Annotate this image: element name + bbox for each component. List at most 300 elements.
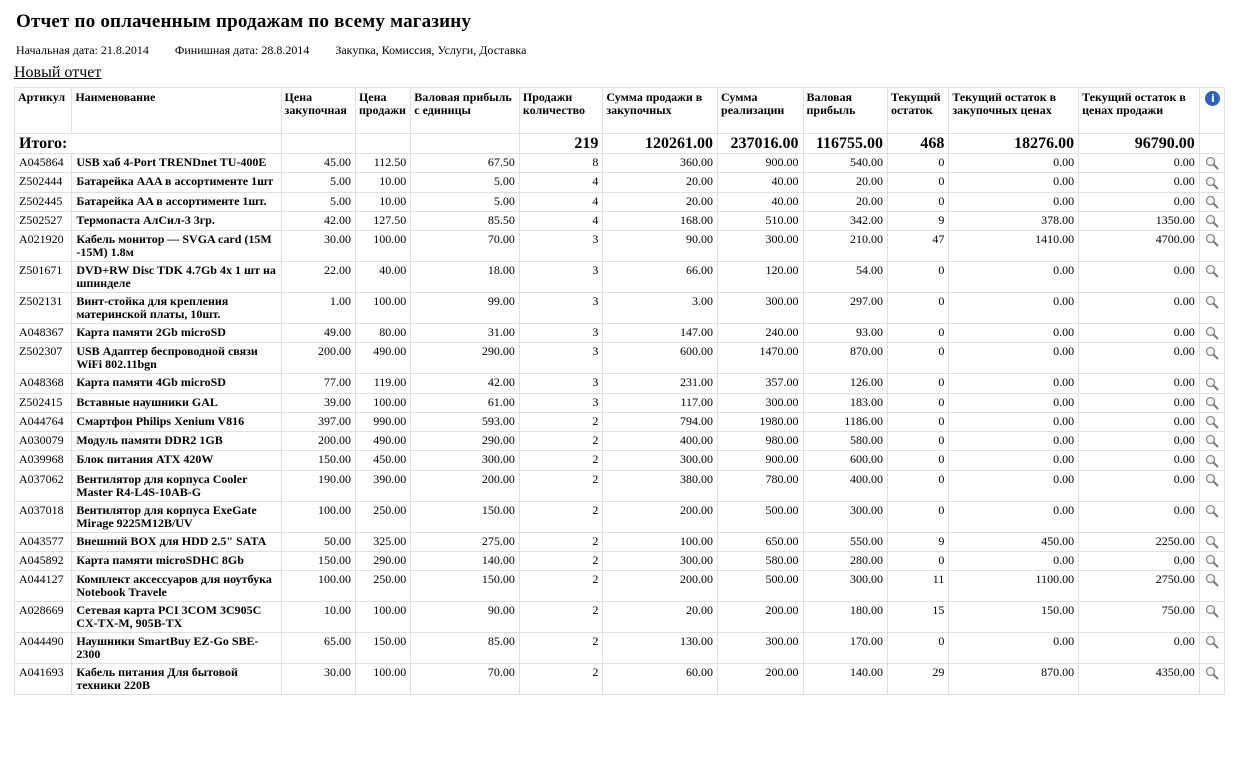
article-cell: A045892 — [15, 551, 72, 570]
totals-row — [15, 134, 1225, 154]
value-cell: 70.00 — [411, 664, 520, 695]
article-cell: Z502445 — [15, 192, 72, 211]
value-cell: 50.00 — [281, 532, 355, 551]
value-cell: 4 — [519, 173, 602, 192]
value-cell: 490.00 — [355, 432, 410, 451]
value-cell: 0 — [887, 633, 948, 664]
product-name-cell: Блок питания ATX 420W — [72, 451, 281, 470]
product-name-cell: Батарейка AAA в ассортименте 1шт — [72, 173, 281, 192]
total-sum-sales: 237016.00 — [718, 134, 803, 154]
value-cell: 380.00 — [603, 470, 718, 501]
article-cell: Z502444 — [15, 173, 72, 192]
value-cell: 3 — [519, 231, 602, 262]
product-name-cell: Термопаста АлСил-3 3гр. — [72, 211, 281, 230]
value-cell: 0.00 — [949, 324, 1079, 343]
article-cell: Z502307 — [15, 343, 72, 374]
value-cell: 0.00 — [949, 173, 1079, 192]
column-header: Текущий остаток — [887, 88, 948, 134]
end-date: Финишная дата: 28.8.2014 — [174, 43, 310, 57]
product-name-cell: Карта памяти microSDHC 8Gb — [72, 551, 281, 570]
value-cell: 290.00 — [355, 551, 410, 570]
table-row — [15, 324, 1225, 343]
value-cell: 150.00 — [411, 571, 520, 602]
value-cell: 85.00 — [411, 633, 520, 664]
table-row — [15, 551, 1225, 570]
value-cell: 150.00 — [411, 501, 520, 532]
report-meta — [16, 43, 1238, 58]
value-cell: 300.00 — [718, 633, 803, 664]
value-cell: 93.00 — [803, 324, 887, 343]
value-cell: 3 — [519, 324, 602, 343]
article-cell: Z502527 — [15, 211, 72, 230]
value-cell: 0 — [887, 192, 948, 211]
value-cell: 18.00 — [411, 262, 520, 293]
value-cell: 0.00 — [949, 470, 1079, 501]
value-cell: 120.00 — [718, 262, 803, 293]
magnifier-icon[interactable] — [1205, 176, 1219, 190]
value-cell: 0 — [887, 343, 948, 374]
product-name-cell: Модуль памяти DDR2 1GB — [72, 432, 281, 451]
value-cell: 300.00 — [718, 393, 803, 412]
page-title: Отчет по оплаченным продажам по всему магазину — [16, 11, 472, 32]
table-row — [15, 374, 1225, 393]
value-cell: 0.00 — [949, 633, 1079, 664]
value-cell: 0.00 — [1079, 501, 1200, 532]
value-cell: 10.00 — [355, 173, 410, 192]
product-name-cell: Карта памяти 2Gb microSD — [72, 324, 281, 343]
value-cell: 1470.00 — [718, 343, 803, 374]
magnifier-icon[interactable] — [1205, 156, 1219, 170]
value-cell: 250.00 — [355, 571, 410, 602]
table-row — [15, 154, 1225, 173]
value-cell: 2750.00 — [1079, 571, 1200, 602]
table-row — [15, 211, 1225, 230]
value-cell: 2 — [519, 551, 602, 570]
value-cell: 5.00 — [281, 192, 355, 211]
product-name-cell: Комплект аксессуаров для ноутбука Notebook Travele — [72, 571, 281, 602]
value-cell: 117.00 — [603, 393, 718, 412]
value-cell: 0.00 — [949, 551, 1079, 570]
value-cell: 60.00 — [603, 664, 718, 695]
article-cell: A037062 — [15, 470, 72, 501]
value-cell: 980.00 — [718, 432, 803, 451]
column-header: Цена продажи — [355, 88, 410, 134]
value-cell: 0.00 — [949, 501, 1079, 532]
value-cell: 47 — [887, 231, 948, 262]
value-cell: 0.00 — [1079, 374, 1200, 393]
value-cell: 100.00 — [355, 602, 410, 633]
value-cell: 80.00 — [355, 324, 410, 343]
value-cell: 540.00 — [803, 154, 887, 173]
value-cell: 0.00 — [1079, 432, 1200, 451]
value-cell: 0 — [887, 293, 948, 324]
table-row — [15, 571, 1225, 602]
value-cell: 300.00 — [803, 501, 887, 532]
value-cell: 150.00 — [281, 451, 355, 470]
value-cell: 1186.00 — [803, 412, 887, 431]
column-header: Валовая прибыль с единицы — [411, 88, 520, 134]
value-cell: 490.00 — [355, 343, 410, 374]
column-header: Артикул — [15, 88, 72, 134]
value-cell: 183.00 — [803, 393, 887, 412]
value-cell: 300.00 — [718, 231, 803, 262]
value-cell: 580.00 — [803, 432, 887, 451]
value-cell: 20.00 — [603, 173, 718, 192]
value-cell: 180.00 — [803, 602, 887, 633]
column-header: Продажи количество — [519, 88, 602, 134]
value-cell: 147.00 — [603, 324, 718, 343]
value-cell: 20.00 — [603, 602, 718, 633]
column-header: Цена закупочная — [281, 88, 355, 134]
value-cell: 66.00 — [603, 262, 718, 293]
value-cell: 100.00 — [603, 532, 718, 551]
product-name-cell: Вставные наушники GAL — [72, 393, 281, 412]
value-cell: 0.00 — [949, 154, 1079, 173]
magnifier-icon[interactable] — [1205, 396, 1219, 410]
table-row — [15, 432, 1225, 451]
table-row — [15, 501, 1225, 532]
value-cell: 22.00 — [281, 262, 355, 293]
column-header: Текущий остаток в ценах продажи — [1079, 88, 1200, 134]
value-cell: 20.00 — [803, 173, 887, 192]
value-cell: 70.00 — [411, 231, 520, 262]
value-cell: 10.00 — [355, 192, 410, 211]
value-cell: 200.00 — [603, 571, 718, 602]
table-row — [15, 664, 1225, 695]
table-row — [15, 393, 1225, 412]
value-cell: 29 — [887, 664, 948, 695]
value-cell: 140.00 — [411, 551, 520, 570]
column-header: Сумма реализации — [718, 88, 803, 134]
magnifier-icon[interactable] — [1205, 434, 1219, 448]
value-cell: 140.00 — [803, 664, 887, 695]
magnifier-icon[interactable] — [1205, 415, 1219, 429]
value-cell: 40.00 — [718, 173, 803, 192]
value-cell: 500.00 — [718, 501, 803, 532]
value-cell: 42.00 — [281, 211, 355, 230]
value-cell: 190.00 — [281, 470, 355, 501]
value-cell: 0.00 — [1079, 393, 1200, 412]
article-cell: A041693 — [15, 664, 72, 695]
magnifier-icon[interactable] — [1205, 326, 1219, 340]
value-cell: 2 — [519, 664, 602, 695]
value-cell: 593.00 — [411, 412, 520, 431]
value-cell: 0.00 — [1079, 412, 1200, 431]
value-cell: 100.00 — [355, 293, 410, 324]
article-cell: A044490 — [15, 633, 72, 664]
article-cell: Z502415 — [15, 393, 72, 412]
product-name-cell: Кабель питания Для бытовой техники 220В — [72, 664, 281, 695]
article-cell: A043577 — [15, 532, 72, 551]
value-cell: 1100.00 — [949, 571, 1079, 602]
value-cell: 900.00 — [718, 451, 803, 470]
column-header: Сумма продажи в закупочных — [603, 88, 718, 134]
value-cell: 100.00 — [355, 231, 410, 262]
value-cell: 0.00 — [1079, 324, 1200, 343]
value-cell: 300.00 — [603, 451, 718, 470]
value-cell: 15 — [887, 602, 948, 633]
total-qty: 219 — [519, 134, 602, 154]
value-cell: 90.00 — [603, 231, 718, 262]
value-cell: 357.00 — [718, 374, 803, 393]
magnifier-icon[interactable] — [1205, 377, 1219, 391]
magnifier-icon[interactable] — [1205, 666, 1219, 680]
value-cell: 0 — [887, 374, 948, 393]
value-cell: 0 — [887, 412, 948, 431]
value-cell: 1.00 — [281, 293, 355, 324]
value-cell: 150.00 — [281, 551, 355, 570]
product-name-cell: Вентилятор для корпуса ExeGate Mirage 9225M12B/UV — [72, 501, 281, 532]
value-cell: 168.00 — [603, 211, 718, 230]
value-cell: 67.50 — [411, 154, 520, 173]
article-cell: A048368 — [15, 374, 72, 393]
table-row — [15, 192, 1225, 211]
table-row — [15, 532, 1225, 551]
product-name-cell: Вентилятор для корпуса Cooler Master R4-L4S-10AB-G — [72, 470, 281, 501]
magnifier-icon[interactable] — [1205, 473, 1219, 487]
value-cell: 11 — [887, 571, 948, 602]
value-cell: 200.00 — [718, 664, 803, 695]
value-cell: 2250.00 — [1079, 532, 1200, 551]
value-cell: 3 — [519, 343, 602, 374]
value-cell: 61.00 — [411, 393, 520, 412]
value-cell: 0.00 — [949, 343, 1079, 374]
magnifier-icon[interactable] — [1205, 454, 1219, 468]
value-cell: 4 — [519, 211, 602, 230]
value-cell: 8 — [519, 154, 602, 173]
value-cell: 2 — [519, 412, 602, 431]
value-cell: 2 — [519, 633, 602, 664]
total-stock-purchase: 18276.00 — [949, 134, 1079, 154]
magnifier-icon[interactable] — [1205, 573, 1219, 587]
value-cell: 0.00 — [949, 451, 1079, 470]
value-cell: 210.00 — [803, 231, 887, 262]
product-name-cell: Смартфон Philips Xenium V816 — [72, 412, 281, 431]
total-stock-sales: 96790.00 — [1079, 134, 1200, 154]
value-cell: 360.00 — [603, 154, 718, 173]
value-cell: 40.00 — [718, 192, 803, 211]
magnifier-icon[interactable] — [1205, 195, 1219, 209]
table-row — [15, 412, 1225, 431]
product-name-cell: Винт-стойка для крепления материнской платы, 10шт. — [72, 293, 281, 324]
value-cell: 450.00 — [355, 451, 410, 470]
value-cell: 0 — [887, 173, 948, 192]
value-cell: 0 — [887, 501, 948, 532]
value-cell: 4350.00 — [1079, 664, 1200, 695]
value-cell: 2 — [519, 470, 602, 501]
value-cell: 5.00 — [411, 192, 520, 211]
value-cell: 130.00 — [603, 633, 718, 664]
value-cell: 3.00 — [603, 293, 718, 324]
value-cell: 240.00 — [718, 324, 803, 343]
value-cell: 297.00 — [803, 293, 887, 324]
value-cell: 5.00 — [411, 173, 520, 192]
value-cell: 1410.00 — [949, 231, 1079, 262]
value-cell: 0.00 — [1079, 154, 1200, 173]
value-cell: 0.00 — [949, 262, 1079, 293]
value-cell: 5.00 — [281, 173, 355, 192]
value-cell: 119.00 — [355, 374, 410, 393]
value-cell: 77.00 — [281, 374, 355, 393]
product-name-cell: USB хаб 4-Port TRENDnet TU-400E — [72, 154, 281, 173]
value-cell: 2 — [519, 532, 602, 551]
value-cell: 150.00 — [355, 633, 410, 664]
total-gross: 116755.00 — [803, 134, 887, 154]
value-cell: 65.00 — [281, 633, 355, 664]
table-row — [15, 602, 1225, 633]
value-cell: 40.00 — [355, 262, 410, 293]
info-icon[interactable]: i — [1205, 91, 1220, 106]
value-cell: 0.00 — [1079, 173, 1200, 192]
value-cell: 600.00 — [603, 343, 718, 374]
value-cell: 280.00 — [803, 551, 887, 570]
value-cell: 3 — [519, 293, 602, 324]
value-cell: 0.00 — [949, 393, 1079, 412]
magnifier-icon[interactable] — [1205, 214, 1219, 228]
value-cell: 780.00 — [718, 470, 803, 501]
value-cell: 300.00 — [603, 551, 718, 570]
value-cell: 0.00 — [1079, 293, 1200, 324]
table-row — [15, 173, 1225, 192]
value-cell: 0.00 — [1079, 192, 1200, 211]
value-cell: 3 — [519, 393, 602, 412]
value-cell: 250.00 — [355, 501, 410, 532]
value-cell: 31.00 — [411, 324, 520, 343]
product-name-cell: Карта памяти 4Gb microSD — [72, 374, 281, 393]
product-name-cell: Внешний BOX для HDD 2.5" SATA — [72, 532, 281, 551]
column-header: Наименование — [72, 88, 281, 134]
table-row — [15, 343, 1225, 374]
value-cell: 325.00 — [355, 532, 410, 551]
table-row — [15, 231, 1225, 262]
value-cell: 0.00 — [949, 432, 1079, 451]
value-cell: 30.00 — [281, 664, 355, 695]
value-cell: 2 — [519, 451, 602, 470]
value-cell: 0 — [887, 451, 948, 470]
value-cell: 390.00 — [355, 470, 410, 501]
value-cell: 4700.00 — [1079, 231, 1200, 262]
value-cell: 0 — [887, 324, 948, 343]
value-cell: 870.00 — [949, 664, 1079, 695]
value-cell: 0 — [887, 551, 948, 570]
value-cell: 0 — [887, 154, 948, 173]
value-cell: 750.00 — [1079, 602, 1200, 633]
value-cell: 0 — [887, 393, 948, 412]
value-cell: 794.00 — [603, 412, 718, 431]
product-name-cell: USB Адаптер беспроводной связи WiFi 802.11bgn — [72, 343, 281, 374]
value-cell: 3 — [519, 262, 602, 293]
value-cell: 100.00 — [355, 664, 410, 695]
total-stock: 468 — [887, 134, 948, 154]
value-cell: 900.00 — [718, 154, 803, 173]
value-cell: 2 — [519, 432, 602, 451]
magnifier-icon[interactable] — [1205, 346, 1219, 360]
magnifier-icon[interactable] — [1205, 635, 1219, 649]
value-cell: 2 — [519, 602, 602, 633]
new-report-link[interactable]: Новый отчет — [14, 64, 102, 81]
value-cell: 0.00 — [949, 293, 1079, 324]
value-cell: 200.00 — [718, 602, 803, 633]
product-name-cell: Кабель монитор — SVGA card (15M -15M) 1.8м — [72, 231, 281, 262]
value-cell: 600.00 — [803, 451, 887, 470]
magnifier-icon[interactable] — [1205, 604, 1219, 618]
value-cell: 49.00 — [281, 324, 355, 343]
value-cell: 1980.00 — [718, 412, 803, 431]
article-cell: A045864 — [15, 154, 72, 173]
total-sum-purchase: 120261.00 — [603, 134, 718, 154]
table-row — [15, 470, 1225, 501]
value-cell: 90.00 — [411, 602, 520, 633]
article-cell: A044127 — [15, 571, 72, 602]
magnifier-icon[interactable] — [1205, 535, 1219, 549]
value-cell: 0.00 — [949, 192, 1079, 211]
magnifier-icon[interactable] — [1205, 554, 1219, 568]
value-cell: 580.00 — [718, 551, 803, 570]
value-cell: 100.00 — [281, 501, 355, 532]
value-cell: 200.00 — [411, 470, 520, 501]
start-date: Начальная дата: 21.8.2014 — [16, 43, 149, 57]
value-cell: 112.50 — [355, 154, 410, 173]
magnifier-icon[interactable] — [1205, 264, 1219, 278]
value-cell: 990.00 — [355, 412, 410, 431]
value-cell: 231.00 — [603, 374, 718, 393]
table-row — [15, 633, 1225, 664]
value-cell: 3 — [519, 374, 602, 393]
value-cell: 0.00 — [1079, 551, 1200, 570]
value-cell: 54.00 — [803, 262, 887, 293]
sales-report-table — [14, 87, 1225, 695]
value-cell: 20.00 — [603, 192, 718, 211]
magnifier-icon[interactable] — [1205, 504, 1219, 518]
value-cell: 650.00 — [718, 532, 803, 551]
value-cell: 342.00 — [803, 211, 887, 230]
value-cell: 30.00 — [281, 231, 355, 262]
value-cell: 397.00 — [281, 412, 355, 431]
value-cell: 400.00 — [803, 470, 887, 501]
value-cell: 150.00 — [949, 602, 1079, 633]
value-cell: 170.00 — [803, 633, 887, 664]
value-cell: 300.00 — [718, 293, 803, 324]
magnifier-icon[interactable] — [1205, 233, 1219, 247]
column-header: Текущий остаток в закупочных ценах — [949, 88, 1079, 134]
table-row — [15, 293, 1225, 324]
article-cell: A030079 — [15, 432, 72, 451]
article-cell: A021920 — [15, 231, 72, 262]
value-cell: 45.00 — [281, 154, 355, 173]
value-cell: 200.00 — [281, 343, 355, 374]
product-name-cell: Батарейка AA в ассортименте 1шт. — [72, 192, 281, 211]
value-cell: 0.00 — [1079, 343, 1200, 374]
value-cell: 0.00 — [1079, 470, 1200, 501]
magnifier-icon[interactable] — [1205, 295, 1219, 309]
value-cell: 200.00 — [603, 501, 718, 532]
value-cell: 0 — [887, 470, 948, 501]
product-name-cell: Наушники SmartBuy EZ-Go SBE-2300 — [72, 633, 281, 664]
value-cell: 20.00 — [803, 192, 887, 211]
article-cell: A028669 — [15, 602, 72, 633]
column-header: Валовая прибыль — [803, 88, 887, 134]
value-cell: 290.00 — [411, 343, 520, 374]
value-cell: 870.00 — [803, 343, 887, 374]
value-cell: 510.00 — [718, 211, 803, 230]
article-cell: A037018 — [15, 501, 72, 532]
value-cell: 0.00 — [1079, 262, 1200, 293]
value-cell: 0.00 — [949, 412, 1079, 431]
value-cell: 450.00 — [949, 532, 1079, 551]
value-cell: 550.00 — [803, 532, 887, 551]
value-cell: 2 — [519, 571, 602, 602]
value-cell: 100.00 — [281, 571, 355, 602]
